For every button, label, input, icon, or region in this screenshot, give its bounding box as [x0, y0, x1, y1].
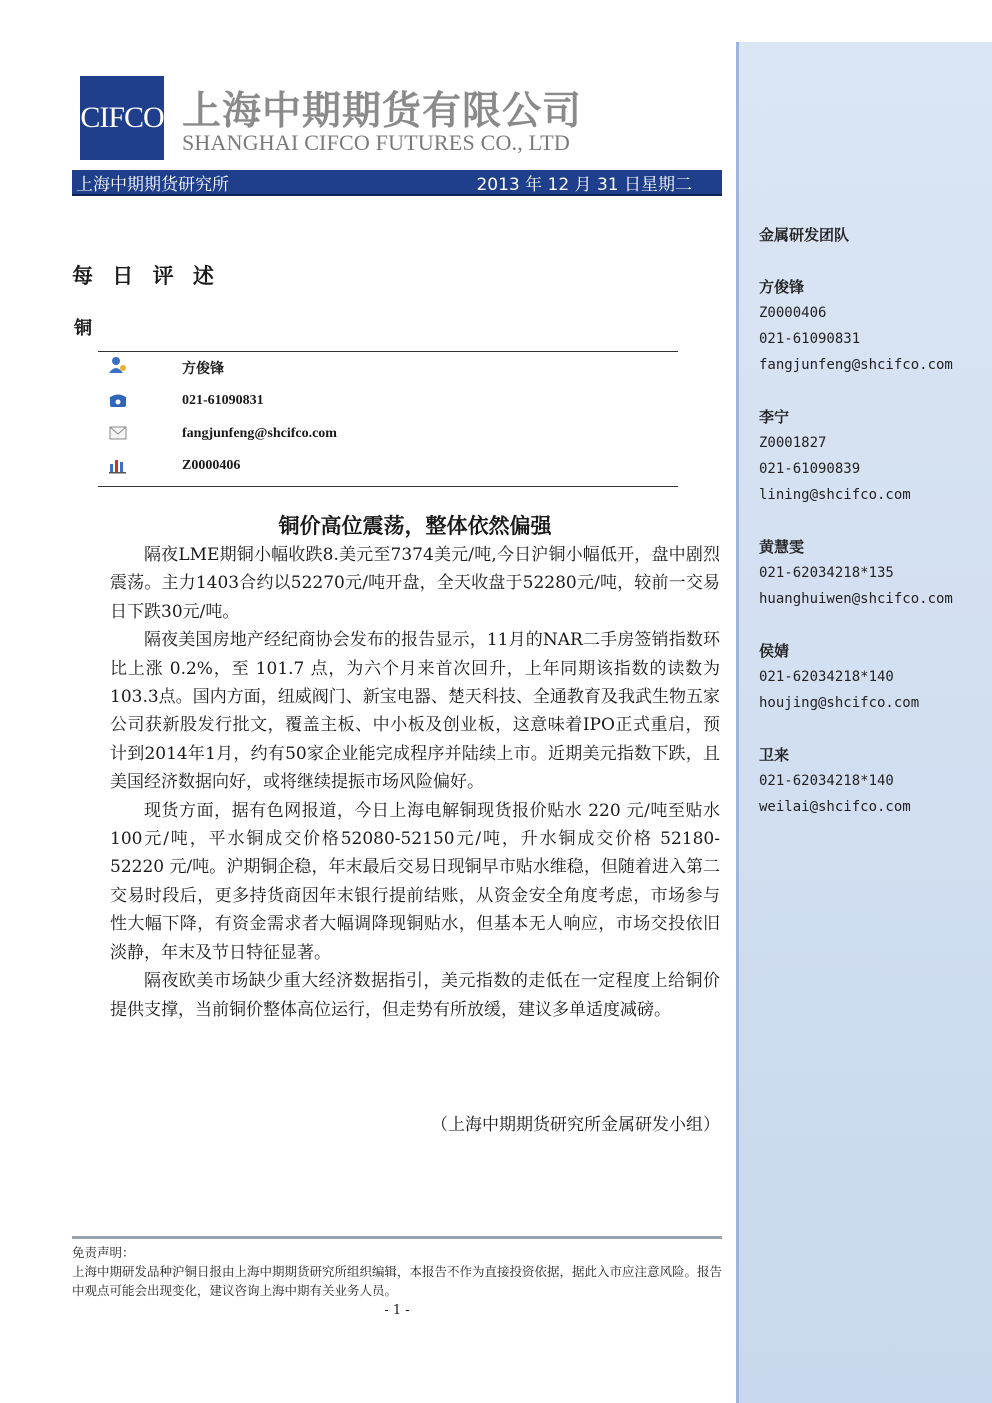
analyst-phone: 021-61090831 [182, 393, 264, 408]
disclaimer [72, 1243, 722, 1300]
header-bar [72, 170, 722, 196]
member-3 [759, 638, 989, 716]
analyst-name-row [98, 354, 678, 384]
article-signature: （上海中期期货研究所金属研发小组） [431, 1115, 720, 1135]
analyst-email-row [98, 422, 678, 452]
member-phone: 021-62034218*135 [759, 565, 894, 581]
member-license: Z0001827 [759, 435, 827, 451]
member-email[interactable]: weilai@shcifco.com [759, 799, 911, 815]
phone-icon [108, 391, 128, 409]
member-phone: 021-61090831 [759, 331, 861, 347]
analyst-license-row [98, 454, 678, 484]
analyst-name: 方俊锋 [182, 362, 224, 377]
section-title: 每 日 评 述 [72, 264, 220, 288]
analyst-info [98, 351, 678, 487]
member-license: Z0000406 [759, 305, 827, 321]
team-title: 金属研发团队 [759, 226, 850, 244]
analyst-email[interactable]: fangjunfeng@shcifco.com [182, 426, 337, 441]
sidebar-panel [736, 42, 992, 1403]
member-name: 李宁 [759, 408, 790, 426]
company-logo: CIFCO [80, 76, 164, 160]
person-icon [108, 356, 128, 374]
paragraph: 现货方面，据有色网报道，今日上海电解铜现货报价贴水 220 元/吨至贴水100元/吨，平水铜成交价格52080-52150元/吨，升水铜成交价格 52180-52220 元/吨。沪期铜企稳，年末最后交易日现铜早市贴水维稳，但随着进入第二交易时段后，更多持货商因年末银行提前结账，从资金安全角度考虑，市场参与性大幅下降，有资金需求者大幅调降现铜贴水，但基本无人响应，市场交投依旧淡静，年末及节日特征显著。 [110, 800, 720, 963]
paragraph: 隔夜欧美市场缺少重大经济数据指引，美元指数的走低在一定程度上给铜价提供支撑，当前铜价整体高位运行，但走势有所放缓，建议多单适度减磅。 [110, 971, 720, 1020]
article-body [110, 541, 720, 1024]
paragraph: 隔夜美国房地产经纪商协会发布的报告显示，11月的NAR二手房签销指数环比上涨 0.2%，至 101.7 点，为六个月来首次回升，上年同期该指数的读数为103.3点。国内方面，纽威阀门、新宝电器、楚天科技、全通教育及我武生物五家公司获新股发行批文，覆盖主板、中小板及创业板，这意味着IPO正式重启，预计到2014年1月，约有50家企业能完成程序并陆续上市。近期美元指数下跌，且美国经济数据向好，或将继续提振市场风险偏好。 [110, 630, 720, 793]
member-email[interactable]: lining@shcifco.com [759, 487, 911, 503]
member-name: 侯婧 [759, 642, 790, 660]
member-email[interactable]: houjing@shcifco.com [759, 695, 920, 711]
member-name: 卫来 [759, 746, 790, 764]
analyst-license: Z0000406 [182, 458, 241, 473]
article-headline: 铜价高位震荡，整体依然偏强 [278, 514, 552, 538]
company-name-cn: 上海中期期货有限公司 [182, 89, 583, 134]
member-name: 方俊锋 [759, 278, 805, 296]
report-date: 2013 年 12 月 31 日星期二 [476, 174, 692, 195]
mail-icon [108, 424, 128, 442]
member-4 [759, 742, 989, 820]
company-name-en: SHANGHAI CIFCO FUTURES CO., LTD [182, 130, 570, 155]
paragraph: 隔夜LME期铜小幅收跌8.美元至7374美元/吨,今日沪铜小幅低开，盘中剧烈震荡。主力1403合约以52270元/吨开盘，全天收盘于52280元/吨，较前一交易日下跌30元/吨。 [110, 545, 720, 622]
member-email[interactable]: fangjunfeng@shcifco.com [759, 357, 953, 373]
member-email[interactable]: huanghuiwen@shcifco.com [759, 591, 953, 607]
chart-icon [108, 456, 128, 474]
member-phone: 021-62034218*140 [759, 669, 894, 685]
member-0 [759, 274, 989, 378]
disclaimer-text: 上海中期研发品种沪铜日报由上海中期期货研究所组织编辑，本报告不作为直接投资依据，据此入市应注意风险。报告中观点可能会出现变化，建议咨询上海中期有关业务人员。 [72, 1264, 723, 1298]
member-2 [759, 534, 989, 612]
institute-name: 上海中期期货研究所 [76, 174, 229, 195]
member-name: 黄慧雯 [759, 538, 805, 556]
team-contacts [759, 222, 989, 846]
disclaimer-title: 免责声明： [72, 1245, 135, 1260]
member-phone: 021-61090839 [759, 461, 861, 477]
commodity-title: 铜 [74, 318, 92, 339]
page-number: - 1 - [384, 1303, 410, 1318]
member-phone: 021-62034218*140 [759, 773, 894, 789]
footer-divider [72, 1236, 722, 1239]
analyst-phone-row [98, 389, 678, 419]
member-1 [759, 404, 989, 508]
